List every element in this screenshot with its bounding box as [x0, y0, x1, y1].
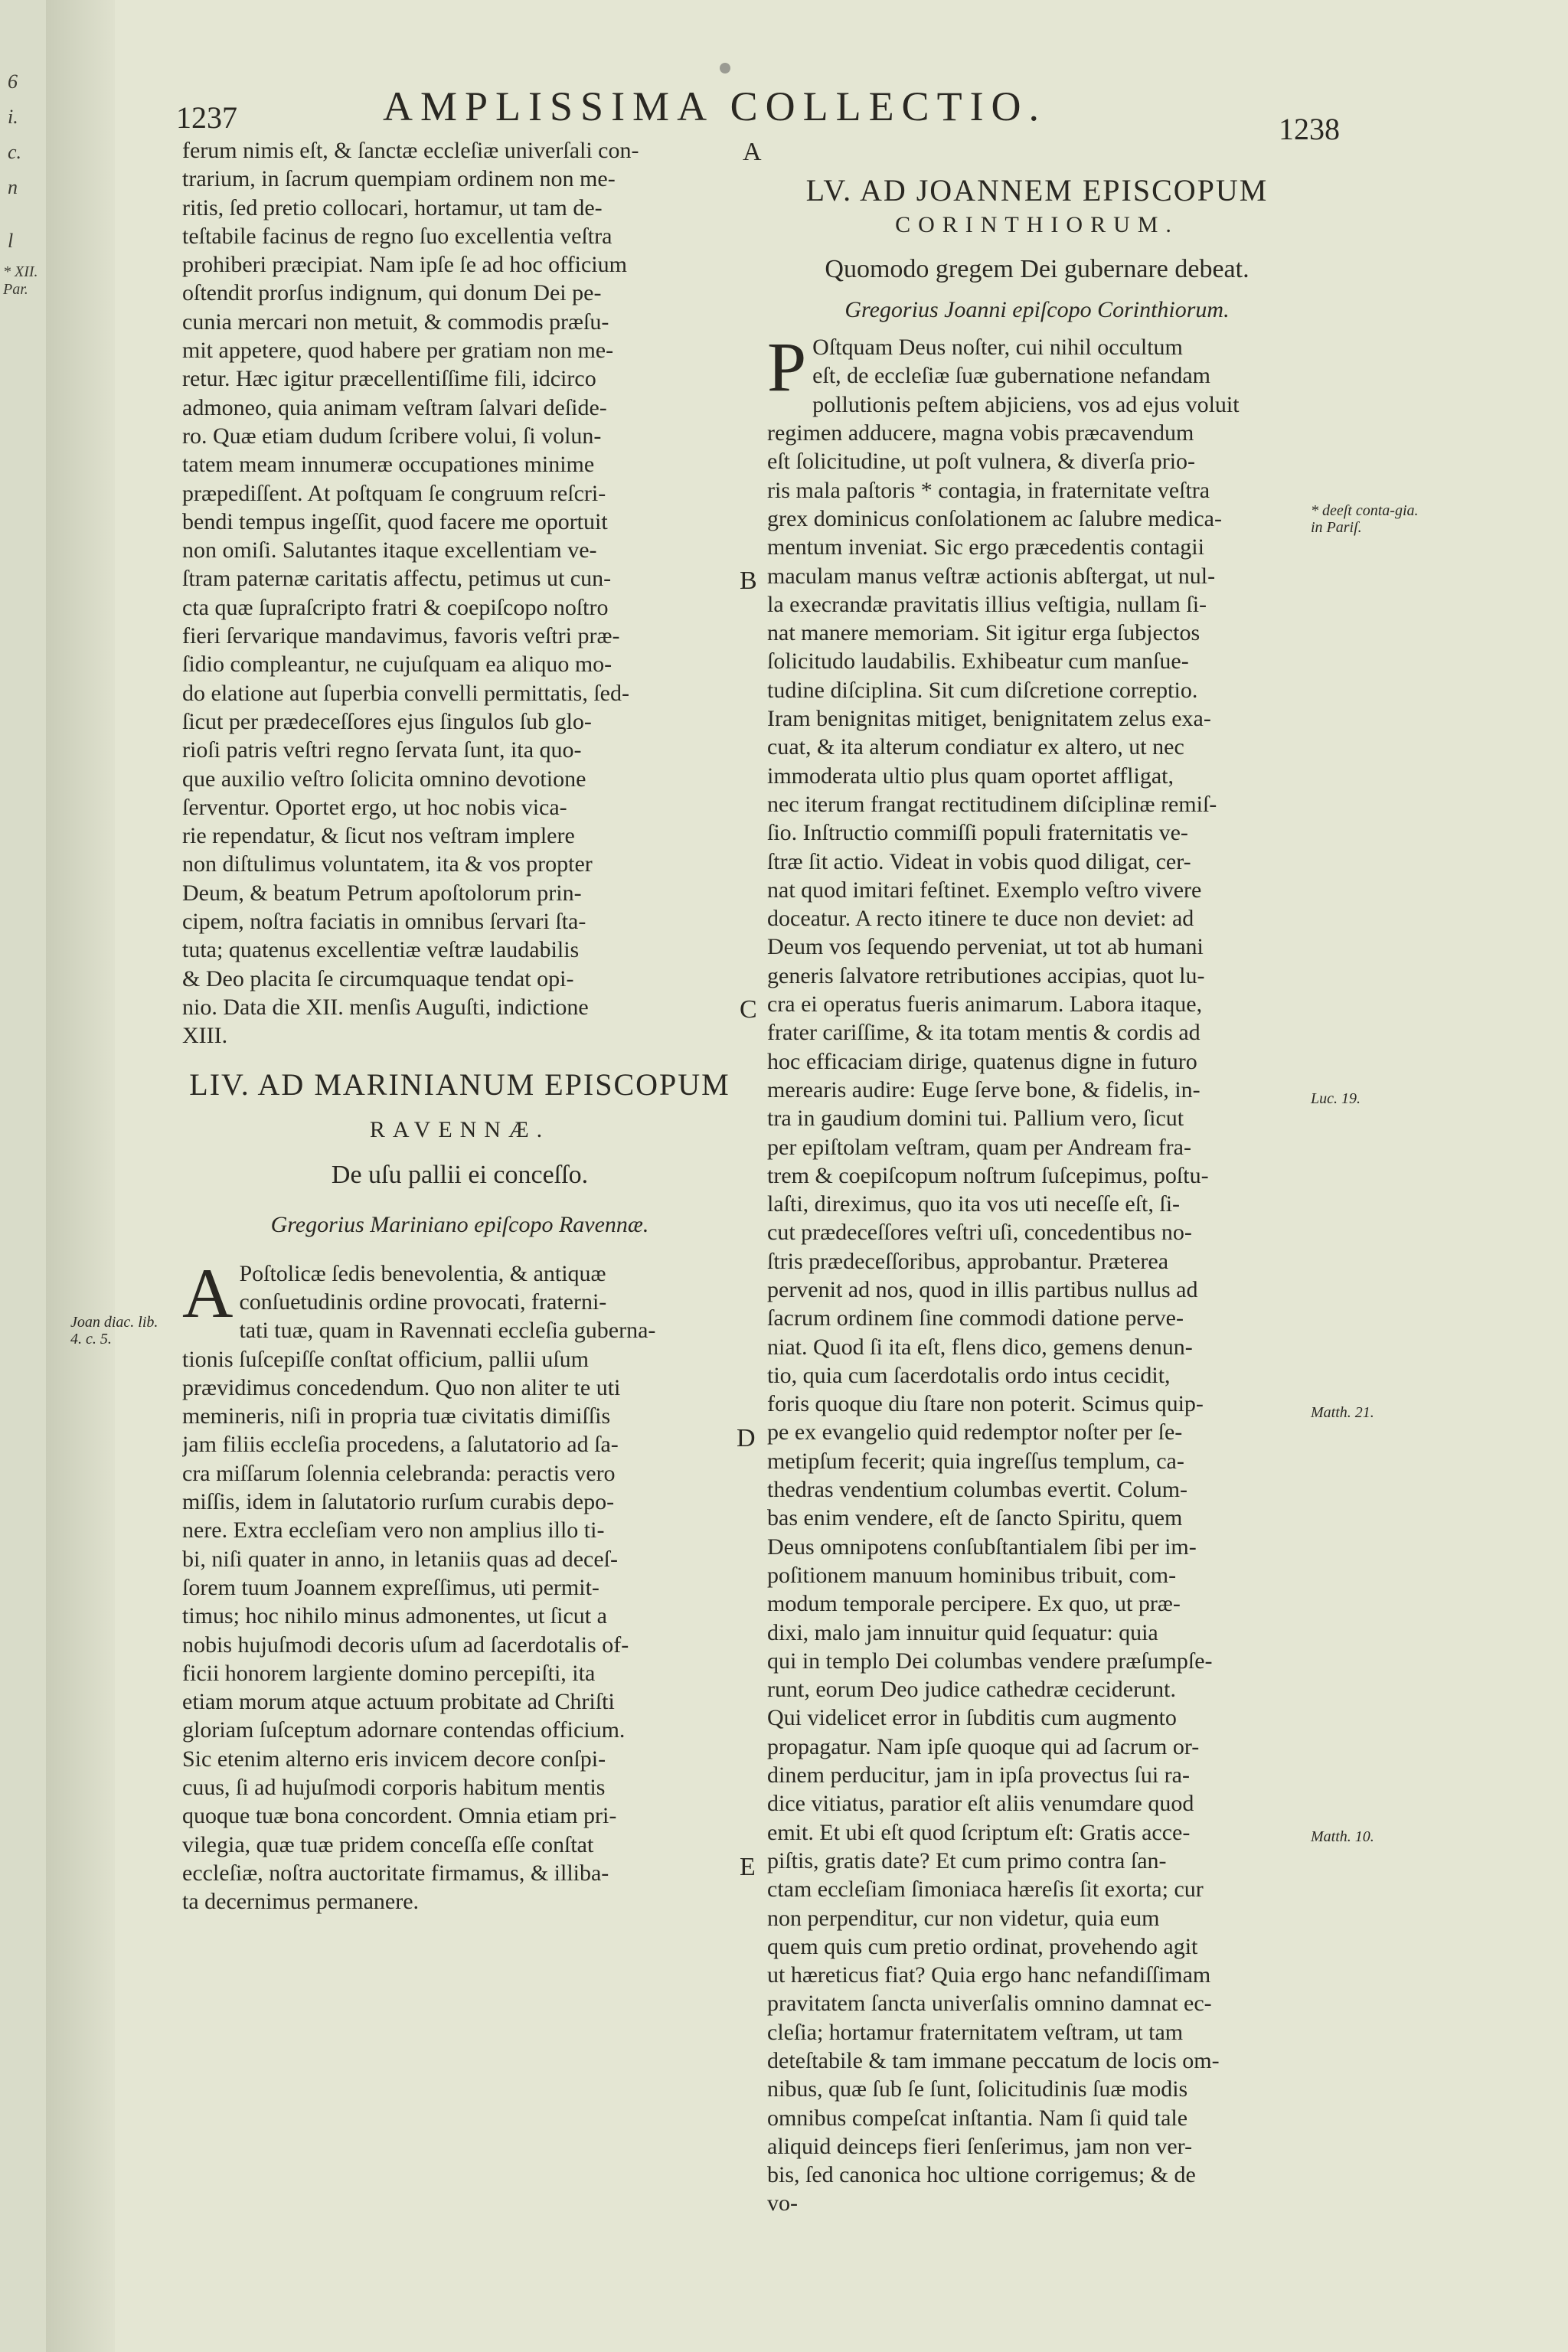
left-column: [182, 136, 737, 1916]
text-line: qui in templo Dei columbas vendere præſumpſe-: [767, 1648, 1213, 1674]
text-line: conſuetudinis ordine provocati, fraterni-: [239, 1289, 607, 1315]
text-line: nat manere memoriam. Sit igitur erga ſubjectos: [767, 620, 1200, 646]
text-line: jam filiis eccleſia procedens, a ſalutatorio ad ſa-: [182, 1432, 619, 1458]
text-line: etiam morum atque actuum probitate ad Chriſti: [182, 1689, 615, 1715]
text-line: emit. Et ubi eſt quod ſcriptum eſt: Gratis acce-: [767, 1819, 1191, 1845]
text-line: rioſi patris veſtri regno ſervata ſunt, ita quo-: [182, 737, 582, 763]
text-line: piſtis, gratis date? Et cum primo contra ſan-: [767, 1847, 1167, 1873]
margin-note-joan-diac: Joan diac. lib. 4. c. 5.: [70, 1314, 158, 1348]
text-line: teſtabile facinus de regno ſuo excellentia veſtra: [182, 223, 612, 249]
text-line: cuus, ſi ad hujuſmodi corporis habitum mentis: [182, 1775, 606, 1801]
text-line: thedras vendentium columbas evertit. Colum-: [767, 1477, 1188, 1503]
ink-spot: [720, 63, 730, 74]
text-line: pravitatem ſancta univerſalis omnino damnat ec-: [767, 1991, 1212, 2017]
text-line: propagatur. Nam ipſe quoque qui ad ſacrum or-: [767, 1733, 1200, 1759]
text-line: ſtris prædeceſſoribus, approbantur. Præterea: [767, 1248, 1169, 1274]
gutter-fragment: i.: [8, 106, 18, 128]
letter-summary-liv: De uſu pallii ei conceſſo.: [331, 1161, 589, 1190]
page-number-left: 1237: [176, 100, 237, 135]
text-line: oſtendit prorſus indignum, qui donum Dei pe-: [182, 280, 602, 306]
text-line: ſolicitudo laudabilis. Exhibeatur cum manſue-: [767, 648, 1189, 675]
text-line: maculam manus veſtræ actionis abſtergat, ut nul-: [767, 563, 1216, 589]
text-line: foris quoque diu ſtare non poterit. Scimus quip-: [767, 1391, 1204, 1417]
text-line: tra in gaudium domini tui. Pallium vero, ſicut: [767, 1106, 1184, 1132]
text-line: eſt, de eccleſiæ ſuæ gubernatione nefandam: [812, 363, 1210, 389]
text-line: præpediſſent. At poſtquam ſe congruum reſcri-: [182, 480, 606, 506]
margin-note-luc-19: Luc. 19.: [1311, 1090, 1361, 1107]
text-line: nec iterum frangat rectitudinem diſciplinæ remiſ-: [767, 791, 1217, 817]
text-line: bis, ſed canonica hoc ultione corrigemus; & de: [767, 2162, 1196, 2188]
text-line: niat. Quod ſi ita eſt, flens dico, gemens denun-: [767, 1334, 1193, 1360]
text-line: ſorem tuum Joannem expreſſimus, uti permit-: [182, 1574, 599, 1600]
text-line: Oſtquam Deus noſter, cui nihil occultum: [812, 335, 1183, 361]
text-line: eccleſiæ, noſtra auctoritate firmamus, & illiba-: [182, 1860, 609, 1886]
letter-summary-lv: Quomodo gregem Dei gubernare debeat.: [825, 254, 1250, 283]
text-line: pollutionis peſtem abjiciens, vos ad ejus voluit: [812, 391, 1240, 417]
text-line: metipſum fecerit; quia ingreſſus templum, ca-: [767, 1448, 1184, 1474]
text-line: Iram benignitas mitiget, benignitatem zelus exa-: [767, 706, 1211, 732]
page-number-right: 1238: [1279, 112, 1340, 146]
text-line: ut hæreticus fiat? Quia ergo hanc nefandiſſimam: [767, 1962, 1211, 1988]
text-line: ſicut per prædeceſſores ejus ſingulos ſub glo-: [182, 708, 592, 734]
text-line: cra miſſarum ſolennia celebranda: peractis vero: [182, 1460, 616, 1486]
text-line: dixi, malo jam innuitur quid ſequatur: quia: [767, 1619, 1158, 1645]
text-line: retur. Hæc igitur præcellentiſſime fili, idcirco: [182, 366, 596, 392]
text-line: pervenit ad nos, quod in illis partibus nullus ad: [767, 1276, 1198, 1302]
section-marker-a: A: [743, 138, 762, 166]
text-line: miſſis, idem in ſalutatorio rurſum curabis depo-: [182, 1489, 615, 1515]
gutter-fragment: 6: [8, 70, 18, 93]
text-line: hoc efficaciam dirige, quatenus digne in futuro: [767, 1048, 1197, 1074]
text-line: do elatione aut ſuperbia convelli permittatis, ſed-: [182, 680, 629, 706]
text-line: nat quod imitari feſtinet. Exemplo veſtro vivere: [767, 877, 1202, 903]
text-line: fieri ſervarique mandavimus, favoris veſtri præ-: [182, 623, 620, 649]
text-line: ta decernimus permanere.: [182, 1889, 420, 1915]
text-line: dinem perducitur, jam in ipſa provectus ſui ra-: [767, 1762, 1190, 1788]
letter-body-liv: [182, 1253, 737, 1916]
text-line: aliquid deinceps fieri ſenſerimus, jam non ver-: [767, 2133, 1193, 2159]
section-marker-e: E: [740, 1853, 756, 1881]
text-line: ficii honorem largiente domino percepiſti, ita: [182, 1660, 596, 1686]
previous-page-fragments: [0, 0, 61, 2352]
text-line: tudine diſciplina. Sit cum diſcretione correptio.: [767, 677, 1198, 703]
text-line: Deum, & beatum Petrum apoſtolorum prin-: [182, 880, 582, 906]
text-line: trem & coepiſcopum noſtrum ſuſcepimus, poſtu-: [767, 1162, 1209, 1188]
text-line: vo-: [767, 2190, 798, 2216]
section-marker-b: B: [740, 567, 757, 595]
letter-salutation-liv: Gregorius Mariniano epiſcopo Ravennæ.: [270, 1212, 649, 1238]
text-line: ſtræ ſit actio. Videat in vobis quod diligat, cer-: [767, 848, 1191, 874]
text-line: pe ex evangelio quid redemptor noſter per ſe-: [767, 1419, 1183, 1446]
text-line: cra ei operatus fueris animarum. Labora itaque,: [767, 991, 1203, 1018]
text-line: ſidio compleantur, ne cujuſquam ea aliquo mo-: [182, 652, 612, 678]
text-line: ſtram paternæ caritatis affectu, petimus ut cun-: [182, 566, 612, 592]
letter-salutation-lv: Gregorius Joanni epiſcopo Corinthiorum.: [844, 296, 1230, 322]
letter-heading-lv: LV. AD JOANNEM EPISCOPUM: [805, 173, 1269, 207]
continuation-text: [182, 136, 737, 1050]
gutter-fragment: l: [8, 230, 14, 252]
text-line: bi, niſi quater in anno, in letaniis quas ad deceſ-: [182, 1546, 619, 1572]
running-title: AMPLISSIMA COLLECTIO.: [383, 83, 1047, 129]
text-line: omnibus compeſcat inſtantia. Nam ſi quid tale: [767, 2105, 1188, 2131]
text-line: quem quis cum pretio ordinat, provehendo agit: [767, 1933, 1198, 1959]
dropcap-p: P: [767, 328, 807, 407]
text-line: generis ſalvatore retributiones accipias, quot lu-: [767, 962, 1205, 988]
text-line: quoque tuæ bona concordent. Omnia etiam pri-: [182, 1803, 617, 1829]
section-marker-c: C: [740, 995, 757, 1024]
text-line: regimen adducere, magna vobis præcavendum: [767, 420, 1194, 446]
text-line: tuta; quatenus excellentiæ veſtræ laudabilis: [182, 937, 580, 963]
letter-heading-sub-liv: RAVENNÆ.: [369, 1116, 550, 1142]
text-line: cipem, noſtra faciatis in omnibus ſervari ſta-: [182, 909, 586, 935]
text-line: Deus omnipotens conſubſtantialem ſibi per im-: [767, 1534, 1197, 1560]
text-line: ritis, ſed pretio collocari, hortamur, ut tam de-: [182, 194, 603, 220]
text-line: rie rependatur, & ſicut nos veſtram implere: [182, 823, 575, 849]
text-line: laſti, direximus, quo ita vos uti neceſſe eſt, ſi-: [767, 1191, 1181, 1217]
text-line: grex dominicus conſolationem ac ſalubre medica-: [767, 505, 1222, 531]
text-line: admoneo, quia animam veſtram ſalvari deſide-: [182, 394, 607, 420]
text-line: non perpenditur, cur non videtur, quia eum: [767, 1905, 1160, 1931]
text-line: la execrandæ pravitatis illius veſtigia, nullam ſi-: [767, 591, 1207, 617]
text-line: tionis ſuſcepiſſe conſtat officium, pallii uſum: [182, 1346, 590, 1372]
right-column: [767, 136, 1307, 2218]
gutter-fragment: n: [8, 176, 18, 198]
text-line: non diſtulimus voluntatem, ita & vos propter: [182, 851, 593, 877]
text-line: cleſia; hortamur fraternitatem veſtram, ut tam: [767, 2019, 1184, 2045]
text-line: nibus, quæ ſub ſe ſunt, ſolicitudinis ſuæ modis: [767, 2076, 1188, 2102]
text-line: non omiſi. Salutantes itaque excellentiam ve-: [182, 537, 597, 564]
text-line: deteſtabile & tam immane peccatum de locis om-: [767, 2048, 1220, 2073]
text-line: cta quæ ſupraſcripto fratri & coepiſcopo noſtro: [182, 594, 609, 620]
text-line: ſio. Inſtructio commiſſi populi fraternitatis ve-: [767, 820, 1188, 846]
text-line: bendi tempus ingeſſit, quod facere me oportuit: [182, 508, 608, 534]
text-line: immoderata ultio plus quam oportet affligat,: [767, 763, 1174, 789]
text-line: cunia mercari non metuit, & commodis præſu-: [182, 309, 609, 335]
text-line: Poſtolicæ ſedis benevolentia, & antiquæ: [239, 1260, 606, 1286]
letter-heading-sub-lv: CORINTHIORUM.: [895, 212, 1179, 238]
text-line: doceatur. A recto itinere te duce non deviet: ad: [767, 906, 1194, 932]
text-line: gloriam ſuſceptum adornare contendas officium.: [182, 1717, 626, 1743]
letter-body-lv: [767, 328, 1307, 2218]
text-line: ferum nimis eſt, & ſanctæ eccleſiæ univerſali con-: [182, 138, 639, 163]
text-line: ſacrum ordinem ſine commodi datione perve-: [767, 1305, 1184, 1331]
margin-note-matth-10: Matth. 10.: [1311, 1828, 1374, 1845]
text-line: prohiberi præcipiat. Nam ipſe ſe ad hoc officium: [182, 252, 627, 278]
text-line: nio. Data die XII. menſis Auguſti, indictione: [182, 994, 589, 1020]
text-line: vilegia, quæ tuæ pridem conceſſa eſſe conſtat: [182, 1831, 594, 1857]
gutter-fragment: c.: [8, 141, 22, 163]
text-line: Qui videlicet error in ſubditis cum augmento: [767, 1705, 1177, 1731]
text-line: nobis hujuſmodi decoris uſum ad ſacerdotalis of-: [182, 1632, 629, 1658]
section-marker-d: D: [737, 1424, 756, 1452]
text-line: tati tuæ, quam in Ravennati eccleſia guberna-: [239, 1318, 656, 1344]
text-line: ro. Quæ etiam dudum ſcribere volui, ſi volun-: [182, 423, 602, 449]
text-line: XIII.: [182, 1023, 228, 1049]
gutter-fragment: * XII. Par.: [3, 263, 38, 298]
text-line: prævidimus concedendum. Quo non aliter te uti: [182, 1374, 621, 1400]
text-line: tatem meam innumeræ occupationes minime: [182, 452, 595, 478]
text-line: mit appetere, quod habere per gratiam non me-: [182, 338, 614, 364]
text-line: Sic etenim alterno eris invicem decore conſpi-: [182, 1746, 606, 1772]
text-line: & Deo placita ſe circumquaque tendat opi-: [182, 965, 574, 991]
text-line: eſt ſolicitudine, ut poſt vulnera, & diverſa prio-: [767, 449, 1196, 475]
dropcap-a: A: [182, 1253, 234, 1332]
text-line: ctam eccleſiam ſimoniaca hæreſis ſit exorta; cur: [767, 1877, 1204, 1903]
text-line: modum temporale percipere. Ex quo, ut præ-: [767, 1591, 1181, 1617]
text-line: trarium, in ſacrum quempiam ordinem non me-: [182, 166, 616, 192]
text-line: merearis audire: Euge ſerve bone, & fidelis, in-: [767, 1076, 1200, 1102]
text-line: memineris, niſi in propria tuæ civitatis dimiſſis: [182, 1403, 611, 1429]
margin-note-matth-21: Matth. 21.: [1311, 1404, 1374, 1421]
text-line: nere. Extra eccleſiam vero non amplius illo ti-: [182, 1517, 605, 1544]
text-line: que auxilio veſtro ſolicita omnino devotione: [182, 766, 586, 792]
text-line: per epiſtolam veſtram, quam per Andream fra-: [767, 1134, 1191, 1160]
margin-note-contagia: * deeſt conta-gia. in Pariſ.: [1311, 502, 1419, 536]
text-line: ſerventur. Oportet ergo, ut hoc nobis vica-: [182, 794, 567, 820]
text-line: tio, quia cum ſacerdotalis ordo intus cecidit,: [767, 1362, 1171, 1388]
page-header: [176, 77, 1340, 146]
text-line: mentum inveniat. Sic ergo præcedentis contagii: [767, 534, 1204, 560]
text-line: runt, eorum Deo judice cathedræ ceciderunt.: [767, 1677, 1176, 1703]
text-line: bas enim vendere, eſt de ſancto Spiritu, quem: [767, 1505, 1183, 1531]
text-line: Deum vos ſequendo perveniat, ut tot ab humani: [767, 934, 1204, 960]
text-line: dice vitiatus, paratior eſt aliis venumdare quod: [767, 1791, 1194, 1817]
text-line: ris mala paſtoris * contagia, in fraternitate veſtra: [767, 477, 1210, 503]
text-line: cut prædeceſſores veſtri uſi, concedentibus no-: [767, 1220, 1192, 1246]
text-line: cuat, & ita alterum condiatur ex altero, ut nec: [767, 734, 1184, 760]
letter-heading-liv: LIV. AD MARINIANUM EPISCOPUM: [189, 1067, 730, 1102]
text-line: timus; hoc nihilo minus admonentes, ut ſicut a: [182, 1603, 607, 1629]
text-line: poſitionem manuum hominibus tribuit, com-: [767, 1562, 1177, 1588]
text-line: frater cariſſime, & ita totam mentis & cordis ad: [767, 1020, 1200, 1046]
